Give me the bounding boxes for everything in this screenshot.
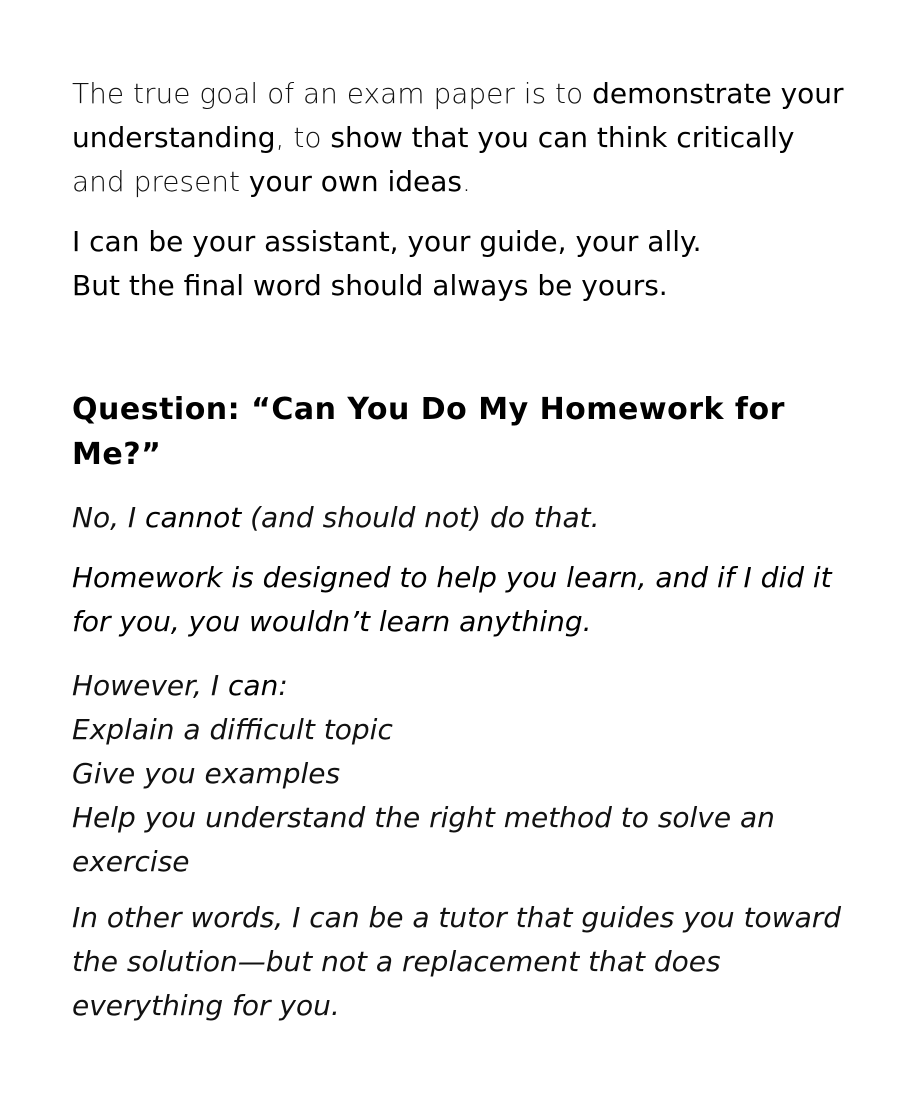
reason-line-2: for you, you wouldn’t learn anything. — [72, 605, 592, 638]
closing-line-3: everything for you. — [72, 989, 340, 1022]
emphasis-own-ideas: your own ideas — [248, 165, 462, 198]
reason-paragraph — [72, 556, 832, 644]
list-item: exercise — [72, 845, 190, 878]
intro-line-2: understanding, to show that you can think critically — [72, 121, 795, 154]
question-line-2: Me?” — [72, 437, 162, 472]
however-paragraph — [72, 664, 775, 884]
emphasis-demonstrate: demonstrate your — [592, 77, 844, 110]
intro-paragraph — [72, 72, 844, 204]
intro-line-1: The true goal of an exam paper is to demonstrate your — [72, 77, 844, 110]
emphasis-can: can — [228, 669, 279, 702]
question-line-1: Question: “Can You Do My Homework for — [72, 392, 785, 427]
list-item: Give you examples — [72, 757, 341, 790]
emphasis-understanding: understanding — [72, 121, 276, 154]
question-heading — [72, 387, 785, 477]
emphasis-cannot: cannot — [145, 501, 242, 534]
ally-paragraph — [72, 220, 702, 308]
closing-paragraph — [72, 896, 841, 1028]
ally-line-2: But the final word should always be yours. — [72, 269, 668, 302]
refusal-paragraph: No, I cannot (and should not) do that. — [72, 501, 600, 534]
closing-line-2: the solution—but not a replacement that does — [72, 945, 721, 978]
list-item: Explain a difficult topic — [72, 713, 393, 746]
emphasis-think-critically: show that you can think critically — [330, 121, 795, 154]
reason-line-1: Homework is designed to help you learn, and if I did it — [72, 561, 832, 594]
closing-line-1: In other words, I can be a tutor that guides you toward — [72, 901, 842, 934]
list-item: Help you understand the right method to solve an — [72, 801, 775, 834]
intro-line-3: and present your own ideas. — [72, 165, 471, 198]
ally-line-1: I can be your assistant, your guide, your ally. — [72, 225, 702, 258]
however-line: However, I can: — [72, 669, 288, 702]
